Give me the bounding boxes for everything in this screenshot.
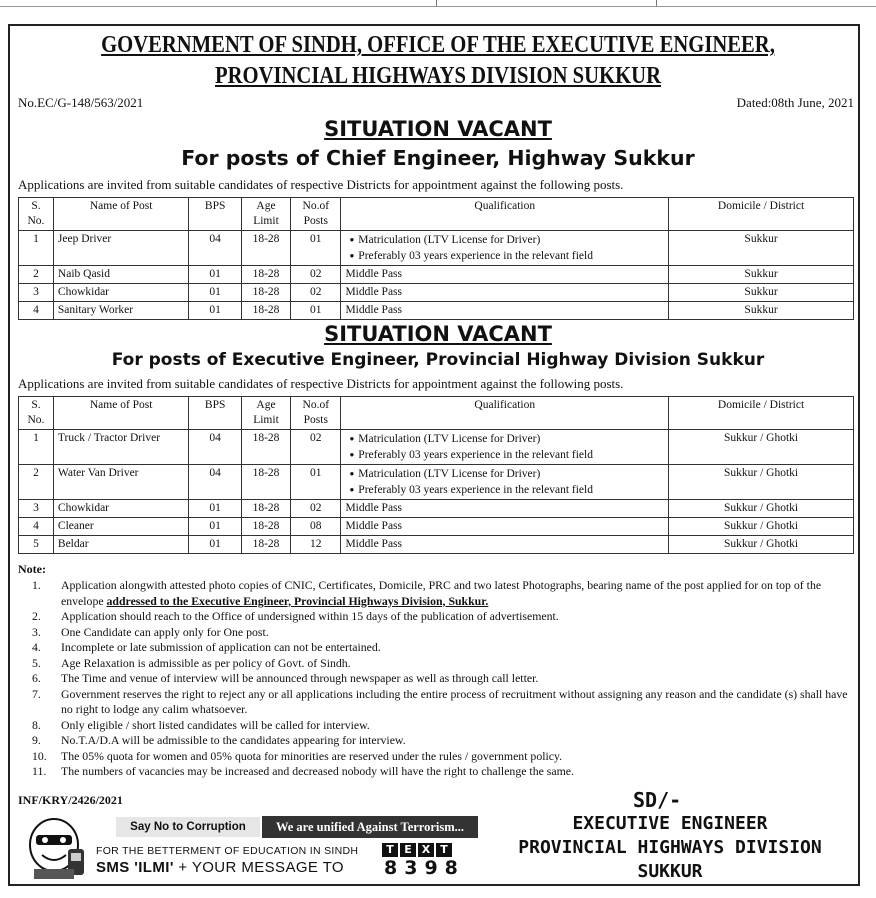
note-item: 11. The numbers of vacancies may be increased and decreased nobody will have the right to challenge the same. [32, 764, 574, 778]
cell-age: 18-28 [241, 231, 290, 266]
edge-tick [656, 0, 657, 6]
cell-domicile: Sukkur / Ghotki [669, 430, 854, 465]
header-line-1: GOVERNMENT OF SINDH, OFFICE OF THE EXECUTIVE ENGINEER, [101, 32, 775, 58]
cell-age: 18-28 [241, 500, 290, 518]
cell-qualification: Middle Pass [341, 536, 669, 554]
cell-name: Jeep Driver [53, 231, 189, 266]
cell-name: Beldar [53, 536, 189, 554]
cell-posts: 08 [291, 518, 341, 536]
col-sno: S. No. [19, 397, 54, 430]
cell-qualification: Middle Pass [341, 284, 669, 302]
note-item: 1. Application alongwith attested photo copies of CNIC, Certificates, Domicile, PRC and two latest Photographs, bearing name of the post applied for on top of the envelope addressed to the Executive Engineer, Provincial Highways Division, Sukkur. [32, 578, 822, 608]
table-row [19, 536, 854, 554]
col-qualification: Qualification [341, 198, 669, 231]
mascot-icon [20, 815, 90, 881]
col-bps: BPS [189, 397, 241, 430]
cell-age: 18-28 [241, 430, 290, 465]
note-item: 10. The 05% quota for women and 05% quota for minorities are reserved under the rules / government policy. [32, 748, 563, 763]
cell-posts: 01 [291, 302, 341, 320]
qualification-bullet: ● Matriculation (LTV License for Driver) [349, 431, 664, 447]
cell-sno: 3 [19, 284, 54, 302]
cell-name: Chowkidar [53, 284, 189, 302]
cell-name: Truck / Tractor Driver [53, 430, 189, 465]
cell-bps: 04 [189, 465, 241, 500]
col-posts: No.of Posts [291, 198, 341, 231]
cell-bps: 04 [189, 430, 241, 465]
note-item: 3. One Candidate can apply only for One post. [32, 624, 269, 639]
text-word: T E X T [382, 843, 476, 857]
cell-domicile: Sukkur [669, 266, 854, 284]
cell-qualification: Middle Pass [341, 266, 669, 284]
note-item: 4. Incomplete or late submission of application can not be entertained. [32, 640, 381, 654]
col-name: Name of Post [53, 198, 189, 231]
anti-corruption-banner [20, 813, 478, 883]
qualification-bullet: ● Preferably 03 years experience in the relevant field [349, 248, 664, 264]
cell-qualification: Middle Pass [341, 302, 669, 320]
cell-qualification: Middle Pass [341, 518, 669, 536]
cell-domicile: Sukkur / Ghotki [669, 500, 854, 518]
cell-posts: 02 [291, 284, 341, 302]
notes-title: Note: [18, 562, 46, 576]
col-domicile: Domicile / District [669, 198, 854, 231]
cell-posts: 12 [291, 536, 341, 554]
table-row [19, 266, 854, 284]
cell-sno: 2 [19, 266, 54, 284]
edge-tick [436, 0, 437, 6]
signatory-office: PROVINCIAL HIGHWAYS DIVISION [518, 837, 822, 858]
col-qualification: Qualification [341, 397, 669, 430]
cell-age: 18-28 [241, 266, 290, 284]
no-corruption-label: Say No to Corruption [116, 817, 260, 837]
table-row [19, 465, 854, 500]
cell-sno: 4 [19, 518, 54, 536]
cell-domicile: Sukkur / Ghotki [669, 465, 854, 500]
cell-name: Naib Qasid [53, 266, 189, 284]
cell-qualification [341, 430, 669, 465]
note-item: 6. The Time and venue of interview will be announced through newspaper as well as through call letter. [32, 671, 539, 685]
cell-bps: 04 [189, 231, 241, 266]
sms-label: SMS 'ILMI' + YOUR MESSAGE TO [96, 859, 344, 876]
section2-subtitle: For posts of Executive Engineer, Provincial Highway Division Sukkur [111, 350, 765, 370]
cell-bps: 01 [189, 302, 241, 320]
col-posts: No.of Posts [291, 397, 341, 430]
table-header-row [19, 397, 854, 430]
section1-intro: Applications are invited from suitable candidates of respective Districts for appointment against the following posts. [18, 177, 624, 192]
qualification-bullet: ● Preferably 03 years experience in the relevant field [349, 482, 664, 498]
col-age: Age Limit [241, 198, 290, 231]
inf-number: INF/KRY/2426/2021 [18, 793, 123, 807]
cell-age: 18-28 [241, 518, 290, 536]
note-item: 8. Only eligible / short listed candidates will be called for interview. [32, 717, 370, 732]
cell-name: Sanitary Worker [53, 302, 189, 320]
table-row [19, 430, 854, 465]
cell-age: 18-28 [241, 302, 290, 320]
cell-posts: 01 [291, 231, 341, 266]
cell-bps: 01 [189, 266, 241, 284]
cell-sno: 1 [19, 430, 54, 465]
cell-domicile: Sukkur [669, 231, 854, 266]
page-top-edge [0, 0, 876, 7]
note-item: 2. Application should reach to the Office of undersigned within 15 days of the publication of advertisement. [32, 609, 559, 623]
cell-age: 18-28 [241, 536, 290, 554]
date: Dated:08th June, 2021 [736, 95, 854, 110]
cell-age: 18-28 [241, 465, 290, 500]
text-code-box [382, 843, 476, 879]
cell-qualification: Middle Pass [341, 500, 669, 518]
table-row [19, 231, 854, 266]
cell-sno: 3 [19, 500, 54, 518]
col-domicile: Domicile / District [669, 397, 854, 430]
cell-name: Cleaner [53, 518, 189, 536]
qualification-bullet: ● Matriculation (LTV License for Driver) [349, 466, 664, 482]
cell-bps: 01 [189, 500, 241, 518]
signature-sd: SD/- [633, 788, 682, 812]
cell-posts: 02 [291, 430, 341, 465]
section2-title: SITUATION VACANT [324, 322, 552, 346]
sms-code: 8398 [384, 857, 465, 879]
cell-name: Water Van Driver [53, 465, 189, 500]
cell-age: 18-28 [241, 284, 290, 302]
table-row [19, 518, 854, 536]
signatory-block [490, 812, 850, 884]
cell-domicile: Sukkur [669, 284, 854, 302]
col-sno: S. No. [19, 198, 54, 231]
qualification-bullet: ● Matriculation (LTV License for Driver) [349, 232, 664, 248]
cell-domicile: Sukkur / Ghotki [669, 536, 854, 554]
note-item: 9. No.T.A/D.A will be admissible to the candidates appearing for interview. [32, 733, 406, 747]
note-item: 7. Government reserves the right to reject any or all applications including the entire process of recruitment without assigning any reason and the candidate (s) shall have no right to lodge any calim whatsoever. [32, 686, 848, 716]
table-row [19, 302, 854, 320]
cell-posts: 02 [291, 500, 341, 518]
cell-name: Chowkidar [53, 500, 189, 518]
signatory-city: SUKKUR [637, 861, 703, 882]
header-line-2: PROVINCIAL HIGHWAYS DIVISION SUKKUR [215, 63, 661, 89]
posts-table-2 [18, 396, 854, 554]
cell-sno: 4 [19, 302, 54, 320]
section2-intro: Applications are invited from suitable candidates of respective Districts for appointment against the following posts. [18, 376, 624, 391]
cell-posts: 01 [291, 465, 341, 500]
posts-table-1 [18, 197, 854, 320]
cell-domicile: Sukkur [669, 302, 854, 320]
cell-sno: 2 [19, 465, 54, 500]
reference-number: No.EC/G-148/563/2021 [18, 95, 144, 110]
cell-qualification [341, 465, 669, 500]
cell-posts: 02 [291, 266, 341, 284]
table-row [19, 500, 854, 518]
section1-subtitle: For posts of Chief Engineer, Highway Sukkur [181, 146, 695, 170]
cell-bps: 01 [189, 284, 241, 302]
cell-sno: 1 [19, 231, 54, 266]
cell-bps: 01 [189, 518, 241, 536]
notes-list [18, 578, 856, 780]
col-bps: BPS [189, 198, 241, 231]
cell-qualification [341, 231, 669, 266]
cell-sno: 5 [19, 536, 54, 554]
cell-bps: 01 [189, 536, 241, 554]
cell-domicile: Sukkur / Ghotki [669, 518, 854, 536]
signatory-title: EXECUTIVE ENGINEER [572, 813, 768, 834]
table-header-row [19, 198, 854, 231]
table-row [19, 284, 854, 302]
col-name: Name of Post [53, 397, 189, 430]
note-item: 5. Age Relaxation is admissible as per policy of Govt. of Sindh. [32, 655, 351, 670]
unified-label: We are unified Against Terrorism... [262, 816, 478, 838]
col-age: Age Limit [241, 397, 290, 430]
section1-title: SITUATION VACANT [324, 117, 552, 141]
betterment-label: FOR THE BETTERMENT OF EDUCATION IN SINDH [96, 845, 359, 857]
qualification-bullet: ● Preferably 03 years experience in the relevant field [349, 447, 664, 463]
